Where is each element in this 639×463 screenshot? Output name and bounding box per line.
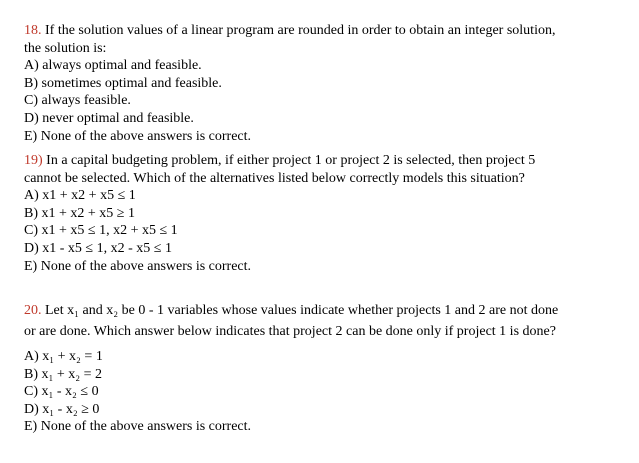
stem-text: Let x₁ and x₂ be 0 - 1 variables whose values indicate whether projects 1 and 2 are not done: [41, 303, 559, 318]
option-d: D) never optimal and feasible.: [24, 110, 194, 126]
stem-line: the solution is:: [24, 40, 107, 56]
question-number: 19): [24, 153, 43, 168]
question-19: [24, 152, 629, 275]
stem-text: If the solution values of a linear program are rounded in order to obtain an integer solution,: [41, 23, 556, 38]
option-c: C) x1 + x5 ≤ 1, x2 + x5 ≤ 1: [24, 223, 178, 239]
question-stem: [24, 22, 629, 57]
option-b: B) x₁ + x₂ = 2: [24, 366, 103, 382]
option-a: A) x₁ + x₂ = 1: [24, 349, 103, 364]
option-e: E) None of the above answers is correct.: [24, 258, 252, 274]
option-a: A) x1 + x2 + x5 ≤ 1: [24, 188, 136, 204]
question-number: 20.: [24, 303, 42, 318]
option-d: D) x1 - x5 ≤ 1, x2 - x5 ≤ 1: [24, 240, 172, 256]
question-18: [24, 22, 629, 145]
answer-options: [24, 57, 629, 145]
option-c: C) always feasible.: [24, 93, 131, 109]
stem-line: or are done. Which answer below indicates that project 2 can be done only if project 1 is done?: [24, 324, 556, 339]
question-stem: [24, 152, 629, 187]
stem-line: [24, 152, 629, 170]
stem-text: In a capital budgeting problem, if either project 1 or project 2 is selected, then project 5: [42, 153, 536, 168]
stem-line: cannot be selected. Which of the alternatives listed below correctly models this situation?: [24, 170, 525, 186]
answer-options: [24, 187, 629, 275]
option-e: E) None of the above answers is correct.: [24, 128, 252, 144]
option-d: D) x₁ - x₂ ≥ 0: [24, 401, 100, 417]
option-c: C) x₁ - x₂ ≤ 0: [24, 384, 99, 400]
stem-line: [24, 300, 629, 321]
option-b: B) sometimes optimal and feasible.: [24, 75, 222, 91]
question-number: 18.: [24, 23, 42, 38]
option-e: E) None of the above answers is correct.: [24, 419, 252, 435]
question-stem: [24, 300, 629, 342]
answer-options: [24, 348, 629, 436]
option-b: B) x1 + x2 + x5 ≥ 1: [24, 205, 135, 221]
question-20: [24, 300, 629, 436]
stem-line: [24, 22, 629, 40]
option-a: A) always optimal and feasible.: [24, 58, 202, 74]
